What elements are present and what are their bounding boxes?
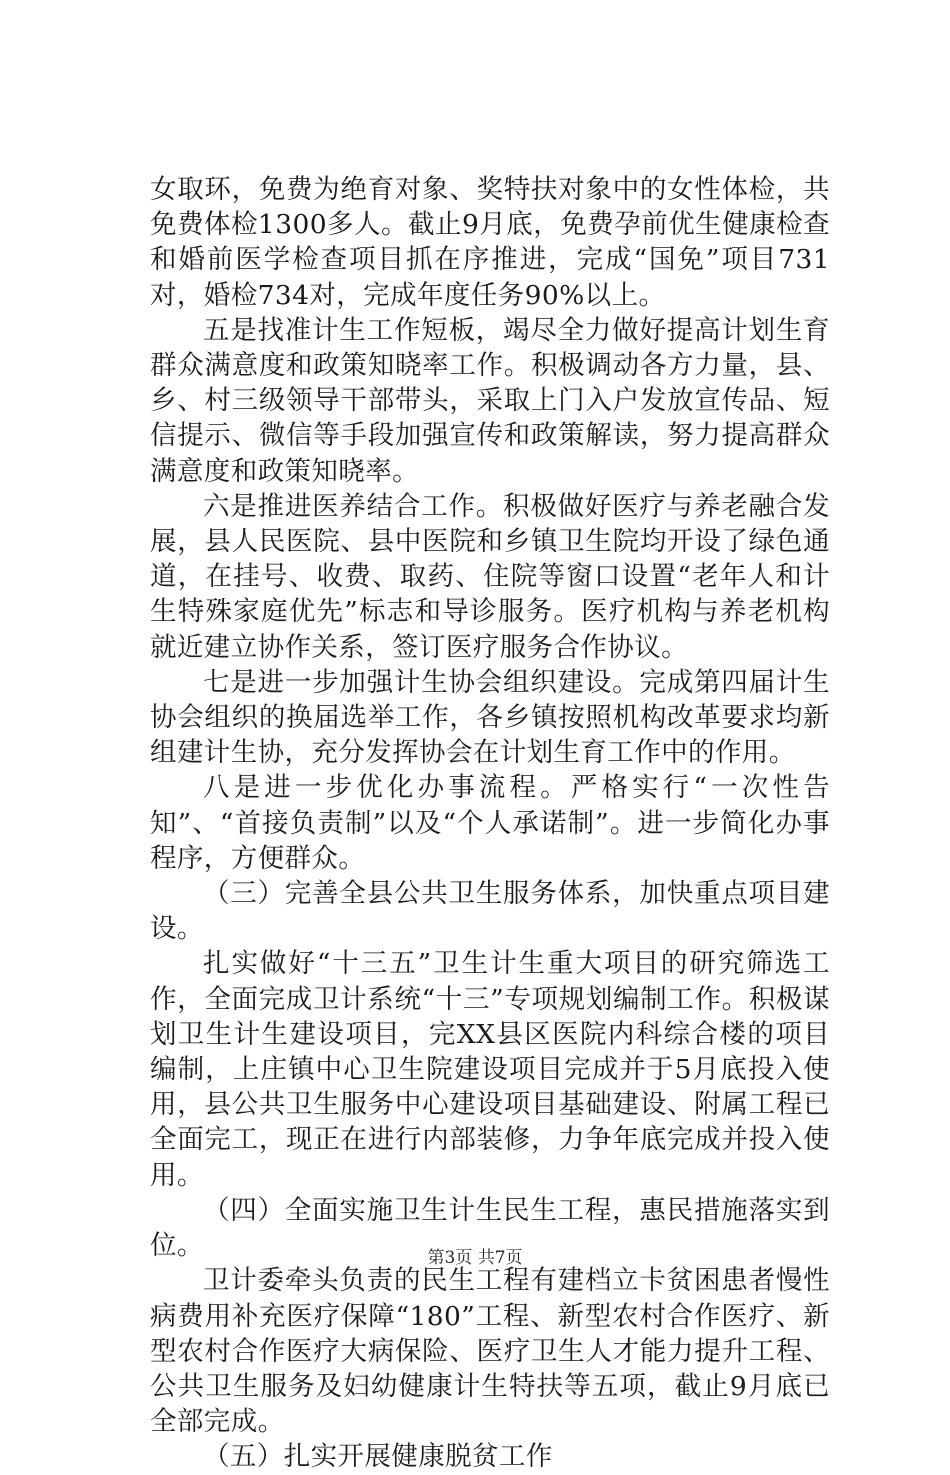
paragraph-7: 卫计委牵头负责的民生工程有建档立卡贫困患者慢性病费用补充医疗保障“180”工程、新型农村合作医疗、新型农村合作医疗大病保险、医疗卫生人才能力提升工程、公共卫生服务及妇幼健康计生特扶等五项，截止9月底已全部完成。: [150, 1265, 830, 1438]
paragraph-1: 女取环，免费为绝育对象、奖特扶对象中的女性体检，共免费体检1300多人。截止9月底，免费孕前优生健康检查和婚前医学检查项目抓在序推进，完成“国免”项目731对，婚检734对，完成年度任务90%以上。: [150, 174, 830, 311]
document-body: [150, 172, 830, 1475]
section-heading-5: （五）扎实开展健康脱贫工作: [203, 1441, 553, 1473]
paragraph-6: 扎实做好“十三五”卫生计生重大项目的研究筛选工作，全面完成卫计系统“十三”专项规划编制工作。积极谋划卫生计生建设项目，完XX县区医院内科综合楼的项目编制，上庄镇中心卫生院建设项目完成并于5月底投入使用，县公共卫生服务中心建设项目基础建设、附属工程已全面完工，现正在进行内部装修，力争年底完成并投入使用。: [150, 948, 830, 1191]
paragraph-5: 八是进一步优化办事流程。严格实行“一次性告知”、“首接负责制”以及“个人承诺制”。进一步简化办事程序，方便群众。: [150, 772, 830, 874]
paragraph-2: 五是找准计生工作短板，竭尽全力做好提高计划生育群众满意度和政策知晓率工作。积极调动各方力量，县、乡、村三级领导干部带头，采取上门入户发放宣传品、短信提示、微信等手段加强宣传和政策解读，努力提高群众满意度和政策知晓率。: [150, 314, 830, 487]
page-number-footer: 第3页 共7页: [427, 1248, 523, 1268]
paragraph-3: 六是推进医养结合工作。积极做好医疗与养老融合发展，县人民医院、县中医院和乡镇卫生院均开设了绿色通道，在挂号、收费、取药、住院等窗口设置“老年人和计生特殊家庭优先”标志和导诊服务。医疗机构与养老机构就近建立协作关系，签订医疗服务合作协议。: [150, 490, 830, 663]
paragraph-4: 七是进一步加强计生协会组织建设。完成第四届计生协会组织的换届选举工作，各乡镇按照机构改革要求均新组建计生协，充分发挥协会在计划生育工作中的作用。: [150, 666, 830, 769]
section-heading-3: （三）完善全县公共卫生服务体系，加快重点项目建设。: [150, 878, 830, 945]
section-heading-4: （四）全面实施卫生计生民生工程，惠民措施落实到位。: [150, 1194, 830, 1262]
